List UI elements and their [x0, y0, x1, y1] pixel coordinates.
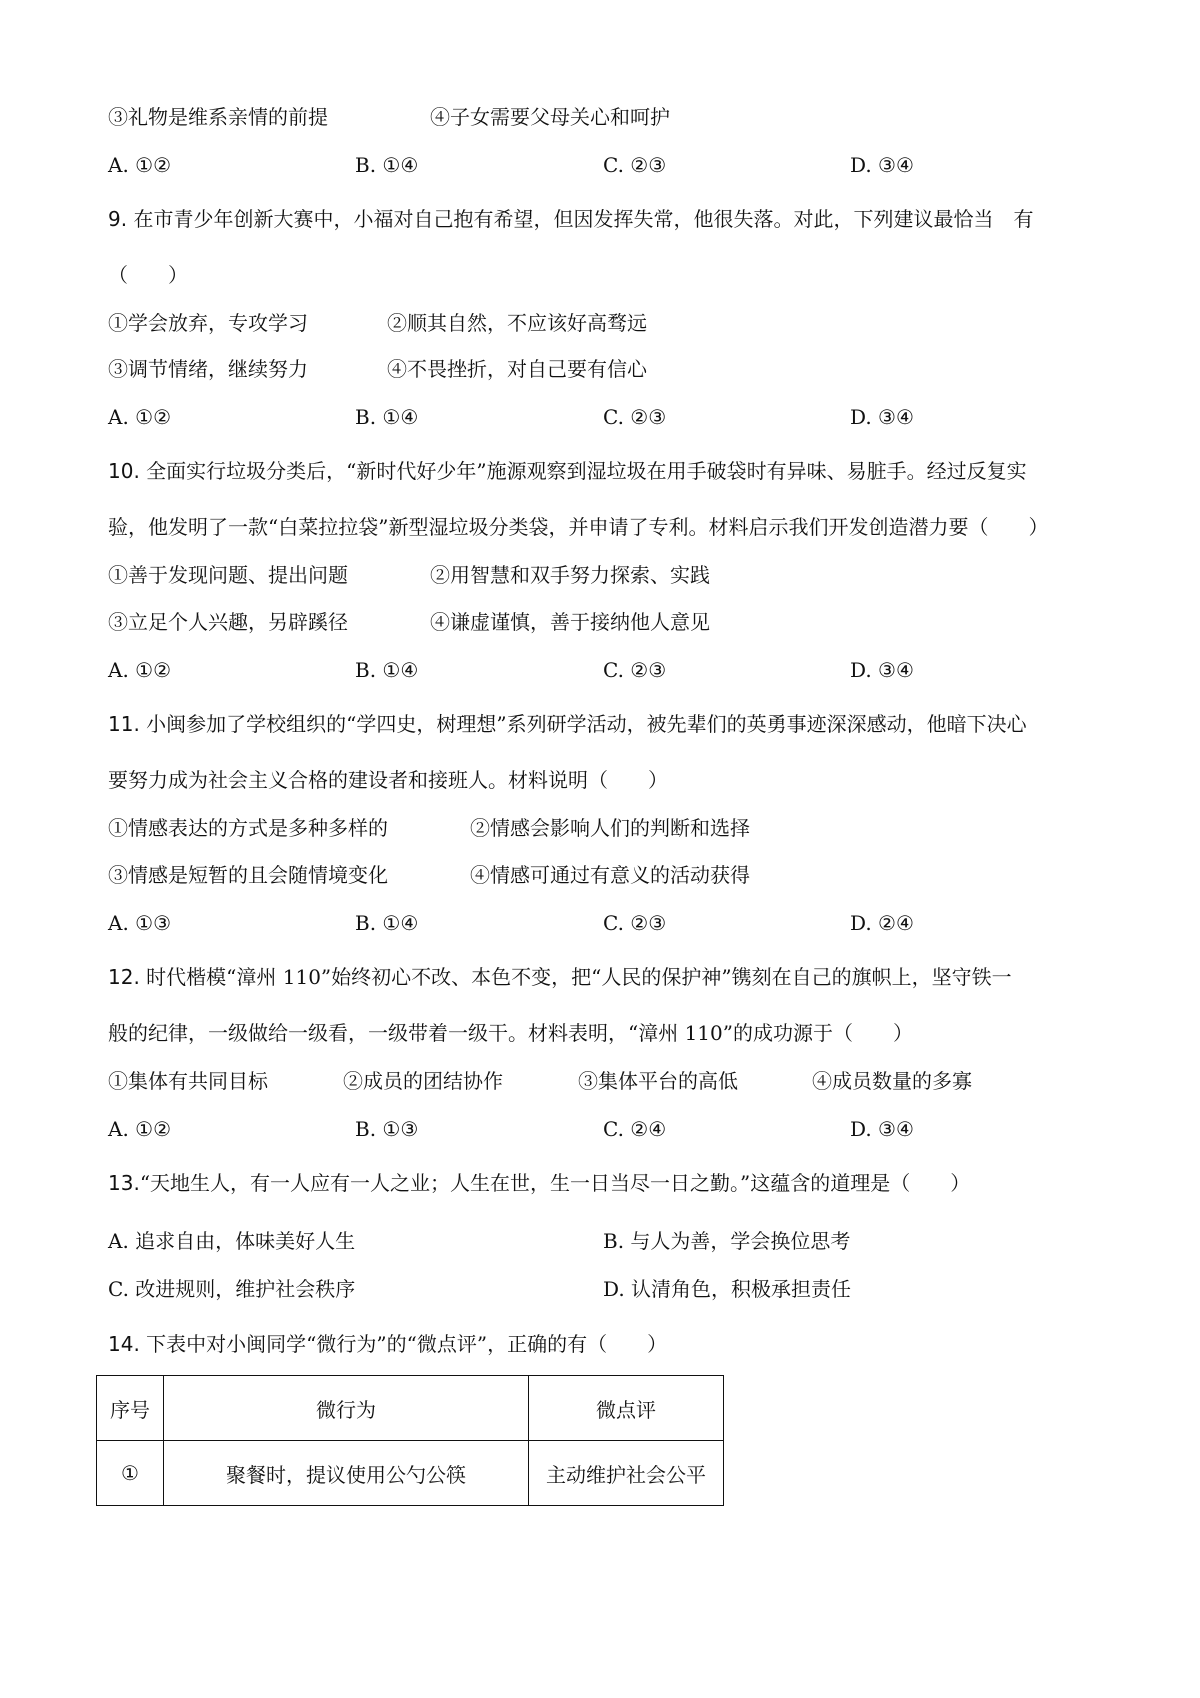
- q9-stem-line2: （ ）: [108, 263, 188, 287]
- q11-choice-c: C. ②③: [603, 911, 667, 935]
- table-row: [97, 1441, 724, 1506]
- q12-choice-a: A. ①②: [108, 1117, 172, 1141]
- q10-item-1: ①善于发现问题、提出问题: [108, 563, 348, 587]
- q14-stem-text: 下表中对小闽同学“微行为”的“微点评”，正确的有（ ）: [146, 1332, 668, 1356]
- q12-stem-text: 时代楷模“漳州 110”始终初心不改、本色不变，把“人民的保护神”镌刻在自己的旗帜上，坚守铁一: [146, 965, 1012, 989]
- q10-choice-a: A. ①②: [108, 658, 172, 682]
- q10-number: 10.: [108, 459, 140, 483]
- q8-choice-c: C. ②③: [603, 153, 667, 177]
- q13-choice-d: D. 认清角色，积极承担责任: [603, 1277, 852, 1301]
- q10-choice-d: D. ③④: [850, 658, 914, 682]
- q11-item-2: ②情感会影响人们的判断和选择: [470, 816, 750, 840]
- q10-stem-line2: 验，他发明了一款“白菜拉拉袋”新型湿垃圾分类袋，并申请了专利。材料启示我们开发创造潜力要（ ）: [108, 515, 1049, 539]
- q13-number: 13.: [108, 1171, 140, 1195]
- q11-stem-line2: 要努力成为社会主义合格的建设者和接班人。材料说明（ ）: [108, 768, 668, 792]
- q9-stem-line1: [108, 206, 1033, 232]
- q12-choice-b: B. ①③: [355, 1117, 419, 1141]
- table-cell-behavior: 聚餐时，提议使用公勺公筷: [164, 1441, 529, 1506]
- q9-number: 9.: [108, 207, 128, 231]
- q11-choice-b: B. ①④: [355, 911, 419, 935]
- q9-item-1: ①学会放弃，专攻学习: [108, 311, 308, 335]
- q13-stem-text: “天地生人，有一人应有一人之业；人生在世，生一日当尽一日之勤。”这蕴含的道理是（ ）: [139, 1171, 971, 1195]
- q12-item-1: ①集体有共同目标: [108, 1069, 268, 1093]
- q11-item-4: ④情感可通过有意义的活动获得: [470, 863, 750, 887]
- q8-item-4: ④子女需要父母关心和呵护: [430, 105, 670, 129]
- table-cell-comment: 主动维护社会公平: [529, 1441, 724, 1506]
- table-header-behavior: 微行为: [164, 1376, 529, 1441]
- q9-stem-text: 在市青少年创新大赛中，小福对自己抱有希望，但因发挥失常，他很失落。对此，下列建议最恰当 有: [133, 207, 1034, 231]
- q11-choice-a: A. ①③: [108, 911, 172, 935]
- q12-item-2: ②成员的团结协作: [343, 1069, 503, 1093]
- q8-item-3: ③礼物是维系亲情的前提: [108, 105, 328, 129]
- q9-choice-c: C. ②③: [603, 405, 667, 429]
- table-cell-index: ①: [97, 1441, 164, 1506]
- q12-item-3: ③集体平台的高低: [578, 1069, 738, 1093]
- q13-choice-a: A. 追求自由，体味美好人生: [108, 1229, 356, 1253]
- q14-number: 14.: [108, 1332, 140, 1356]
- q8-choice-d: D. ③④: [850, 153, 914, 177]
- q14-stem-line1: [108, 1331, 667, 1357]
- q10-choice-b: B. ①④: [355, 658, 419, 682]
- q12-choice-d: D. ③④: [850, 1117, 914, 1141]
- q11-choice-d: D. ②④: [850, 911, 914, 935]
- q12-stem-line1: [108, 964, 1012, 990]
- q8-choice-b: B. ①④: [355, 153, 419, 177]
- q12-number: 12.: [108, 965, 140, 989]
- q8-choice-a: A. ①②: [108, 153, 172, 177]
- q12-stem-line2: 般的纪律，一级做给一级看，一级带着一级干。材料表明，“漳州 110”的成功源于（ ）: [108, 1021, 913, 1045]
- q10-item-2: ②用智慧和双手努力探索、实践: [430, 563, 710, 587]
- q10-item-4: ④谦虚谨慎，善于接纳他人意见: [430, 610, 710, 634]
- q10-stem-text: 全面实行垃圾分类后，“新时代好少年”施源观察到湿垃圾在用手破袋时有异味、易脏手。经过反复实: [146, 459, 1027, 483]
- q9-choice-b: B. ①④: [355, 405, 419, 429]
- q11-number: 11.: [108, 712, 140, 736]
- q10-choice-c: C. ②③: [603, 658, 667, 682]
- q10-item-3: ③立足个人兴趣，另辟蹊径: [108, 610, 348, 634]
- q10-stem-line1: [108, 458, 1027, 484]
- table-header-comment: 微点评: [529, 1376, 724, 1441]
- table-header-index: 序号: [97, 1376, 164, 1441]
- q12-item-4: ④成员数量的多寡: [812, 1069, 972, 1093]
- q13-choice-b: B. 与人为善，学会换位思考: [603, 1229, 851, 1253]
- q9-item-3: ③调节情绪，继续努力: [108, 357, 308, 381]
- q9-item-2: ②顺其自然，不应该好高骛远: [387, 311, 647, 335]
- q12-choice-c: C. ②④: [603, 1117, 667, 1141]
- table-header-row: [97, 1376, 724, 1441]
- q13-stem-line1: [108, 1170, 970, 1196]
- q9-item-4: ④不畏挫折，对自己要有信心: [387, 357, 647, 381]
- q13-choice-c: C. 改进规则，维护社会秩序: [108, 1277, 356, 1301]
- q11-item-3: ③情感是短暂的且会随情境变化: [108, 863, 388, 887]
- q11-item-1: ①情感表达的方式是多种多样的: [108, 816, 388, 840]
- q9-choice-d: D. ③④: [850, 405, 914, 429]
- q11-stem-line1: [108, 711, 1027, 737]
- q9-choice-a: A. ①②: [108, 405, 172, 429]
- micro-behavior-table: [96, 1375, 724, 1506]
- q11-stem-text: 小闽参加了学校组织的“学四史，树理想”系列研学活动，被先辈们的英勇事迹深深感动，他暗下决心: [146, 712, 1027, 736]
